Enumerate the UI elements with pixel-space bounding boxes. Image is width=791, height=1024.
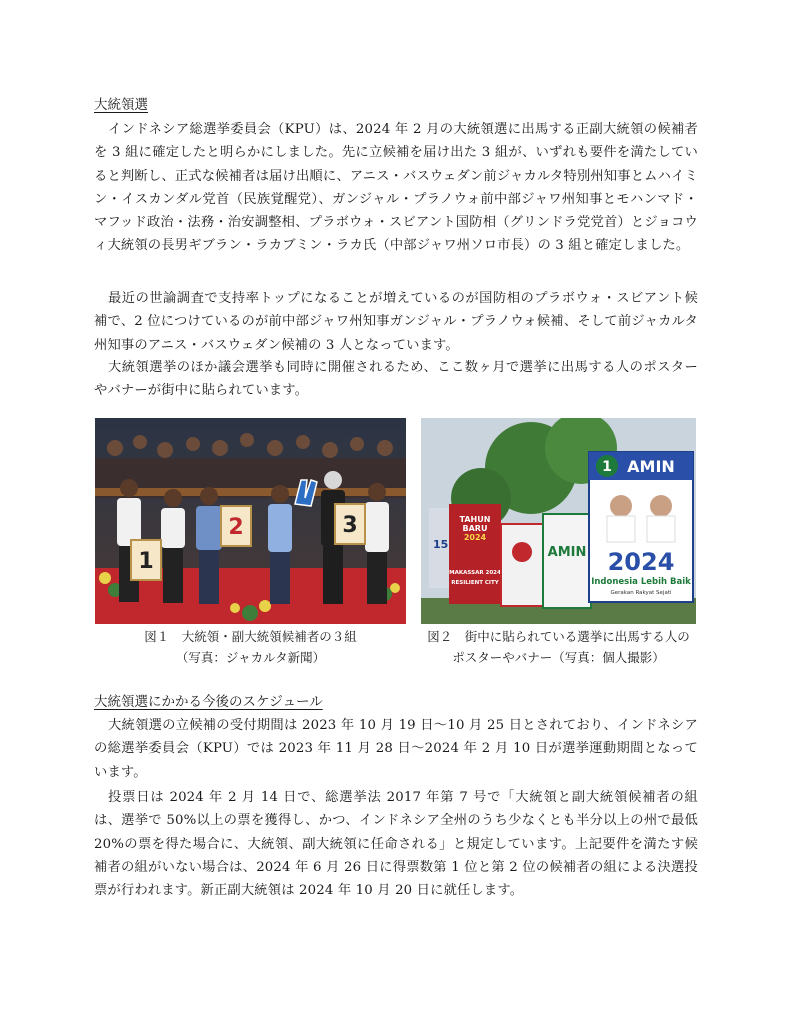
paragraph-candidates: インドネシア総選挙委員会（KPU）は、2024 年 2 月の大統領選に出馬する正副大統領の候補者を 3 組に確定したと明らかにしました。先に立候補を届け出た 3 組が、いずれも要件を満たしていると判断し、正式な候補者は届け出順に、アニス・バスウェダン前ジャカルタ特別州知事とムハイミン・イスカンダル党首（民族覚醒党）、ガンジャル・プラノウォ前中部ジャワ州知事とモハンマド・マフッド政治・法務・治安調整相、プラボウォ・スビアント国防相（グリンドラ党党首）とジョコウィ大統領の長男ギブラン・ラカブミン・ラカ氏（中部ジャワ州ソロ市長）の 3 組と確定しました。	[94, 122, 698, 254]
paragraph-polls: 最近の世論調査で支持率トップになることが増えているのが国防相のプラボウォ・スビアント候補で、2 位につけているのが前中部ジャワ州知事ガンジャル・プラノウォ候補、そして前ジャカルタ州知事のアニス・バスウェダン候補の 3 人となっています。	[94, 291, 698, 353]
figure1-caption-line2: （写真：ジャカルタ新聞）	[175, 650, 326, 665]
section-heading-schedule: 大統領選にかかる今後のスケジュール	[94, 694, 323, 710]
sign-number-2: 2	[228, 515, 244, 540]
sign-number-1: 1	[138, 549, 154, 574]
figure2-caption-line1: 図２ 街中に貼られている選挙に出馬する人の	[427, 629, 690, 644]
poster-edge-number: 15	[433, 538, 449, 551]
poster-a-line4: MAKASSAR 2024	[449, 570, 501, 576]
poster-a-line1: TAHUN	[459, 515, 491, 524]
poster-c-text: AMIN	[547, 545, 587, 560]
poster-a-line2: BARU	[462, 524, 488, 533]
sign-number-3: 3	[342, 513, 358, 538]
billboard-number: 1	[602, 459, 612, 475]
poster-a-line3: 2024	[463, 533, 487, 542]
paragraph-registration: 大統領選の立候補の受付期間は 2023 年 10 月 19 日～10 月 25 日とされており、インドネシアの総選挙委員会（KPU）では 2023 年 11 月 28 日～2024 年 2 月 10 日が選挙運動期間となっています。	[94, 718, 698, 780]
billboard-year: 2024	[607, 548, 675, 576]
billboard-amin: AMIN	[627, 457, 675, 476]
candidates-photo	[95, 418, 406, 624]
poster-a-line5: RESILIENT CITY	[451, 580, 499, 586]
billboard-slogan: Indonesia Lebih Baik	[591, 577, 691, 587]
paragraph-posters: 大統領選挙のほか議会選挙も同時に開催されるため、ここ数ヶ月で選挙に出馬する人のポスターやバナーが街中に貼られています。	[94, 360, 698, 399]
street-posters-photo	[421, 418, 696, 624]
paragraph-voting: 投票日は 2024 年 2 月 14 日で、総選挙法 2017 年第 7 号で「大統領と副大統領候補者の組は、選挙で 50%以上の票を獲得し、かつ、インドネシア全州のうち少なくとも半分以上の州で最低20%の票を得た場合に、大統領、副大統領に任命される」と規定しています。上記要件を満たす候補者の組がいない場合は、2024 年 6 月 26 日に得票数第 1 位と第 2 位の候補者の組による決選投票が行われます。新正副大統領は 2024 年 10 月 20 日に就任します。	[94, 790, 698, 899]
billboard-sub: Gerakan Rakyat Sejati	[610, 590, 672, 596]
figure1-caption-line1: 図１ 大統領・副大統領候補者の３組	[144, 629, 357, 644]
figure2-caption-line2: ポスターやバナー（写真：個人撮影）	[452, 650, 665, 665]
section-heading-election: 大統領選	[94, 97, 148, 113]
